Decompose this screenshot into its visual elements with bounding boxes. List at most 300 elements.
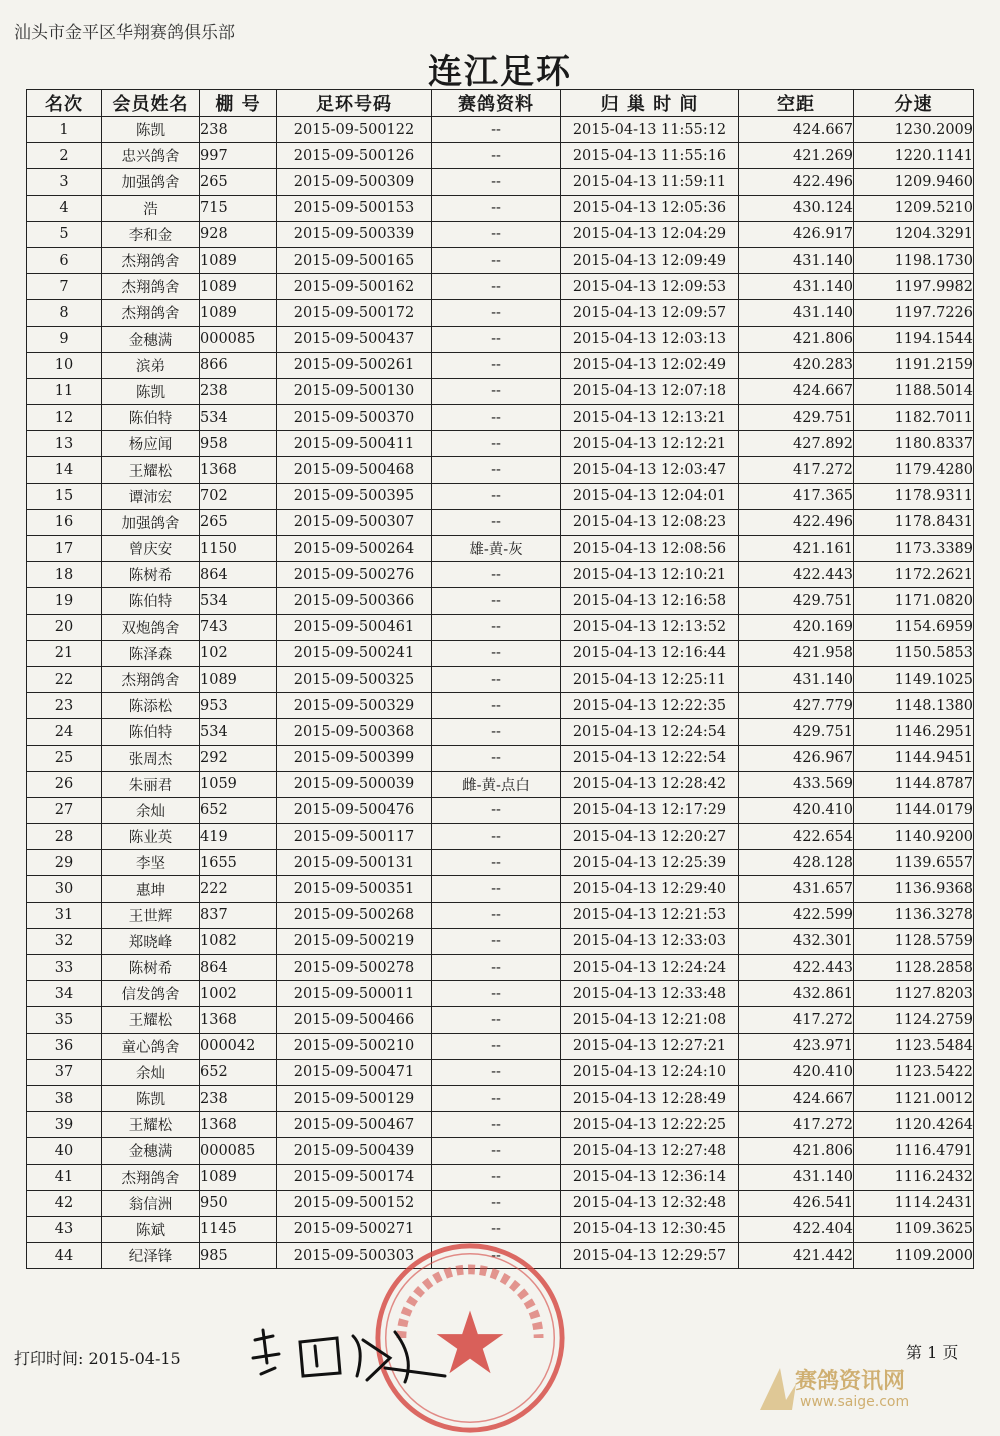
watermark-url: www.saige.com <box>800 1394 910 1410</box>
arrival-time-cell: 2015-04-13 12:21:53 <box>561 902 739 928</box>
ring-number-cell: 2015-09-500307 <box>277 509 432 535</box>
member-name-cell: 杰翔鸽舍 <box>102 300 200 326</box>
member-name-cell: 翁信洲 <box>102 1190 200 1216</box>
rank-cell: 29 <box>27 850 102 876</box>
arrival-time-cell: 2015-04-13 12:24:54 <box>561 719 739 745</box>
loft-number-cell: 866 <box>200 352 277 378</box>
ring-number-cell: 2015-09-500370 <box>277 405 432 431</box>
watermark-name: 赛鸽资讯网 <box>795 1369 906 1394</box>
rank-cell: 43 <box>27 1216 102 1242</box>
member-name-cell: 张周杰 <box>102 745 200 771</box>
table-row <box>27 981 974 1007</box>
arrival-time-cell: 2015-04-13 12:29:40 <box>561 876 739 902</box>
col-arrival-time: 归 巢 时 间 <box>561 90 739 117</box>
speed-cell: 1124.2759 <box>854 1007 974 1033</box>
club-name: 汕头市金平区华翔赛鸽俱乐部 <box>14 23 235 43</box>
page-number: 第 1 页 <box>906 1343 959 1362</box>
pigeon-info-cell: -- <box>432 431 561 457</box>
rank-cell: 9 <box>27 326 102 352</box>
ring-number-cell: 2015-09-500276 <box>277 562 432 588</box>
distance-cell: 428.128 <box>739 850 854 876</box>
table-row <box>27 300 974 326</box>
speed-cell: 1191.2159 <box>854 352 974 378</box>
speed-cell: 1209.5210 <box>854 195 974 221</box>
pigeon-info-cell: -- <box>432 195 561 221</box>
table-row <box>27 221 974 247</box>
ring-number-cell: 2015-09-500219 <box>277 928 432 954</box>
speed-cell: 1194.1544 <box>854 326 974 352</box>
loft-number-cell: 864 <box>200 955 277 981</box>
table-row <box>27 824 974 850</box>
speed-cell: 1146.2951 <box>854 719 974 745</box>
rank-cell: 24 <box>27 719 102 745</box>
loft-number-cell: 000042 <box>200 1033 277 1059</box>
ring-number-cell: 2015-09-500395 <box>277 483 432 509</box>
ring-number-cell: 2015-09-500210 <box>277 1033 432 1059</box>
ring-number-cell: 2015-09-500325 <box>277 666 432 692</box>
rank-cell: 25 <box>27 745 102 771</box>
member-name-cell: 陈伯特 <box>102 405 200 431</box>
pigeon-info-cell: -- <box>432 221 561 247</box>
member-name-cell: 陈伯特 <box>102 588 200 614</box>
distance-cell: 421.806 <box>739 1138 854 1164</box>
distance-cell: 431.140 <box>739 300 854 326</box>
pigeon-info-cell: -- <box>432 274 561 300</box>
arrival-time-cell: 2015-04-13 12:27:48 <box>561 1138 739 1164</box>
ring-number-cell: 2015-09-500303 <box>277 1243 432 1269</box>
distance-cell: 421.806 <box>739 326 854 352</box>
ring-number-cell: 2015-09-500351 <box>277 876 432 902</box>
arrival-time-cell: 2015-04-13 12:32:48 <box>561 1190 739 1216</box>
speed-cell: 1109.2000 <box>854 1243 974 1269</box>
loft-number-cell: 1150 <box>200 536 277 562</box>
rank-cell: 28 <box>27 824 102 850</box>
pigeon-info-cell: -- <box>432 1164 561 1190</box>
arrival-time-cell: 2015-04-13 12:12:21 <box>561 431 739 457</box>
handwritten-signature <box>245 1318 475 1393</box>
speed-cell: 1123.5484 <box>854 1033 974 1059</box>
member-name-cell: 信发鸽舍 <box>102 981 200 1007</box>
rank-cell: 39 <box>27 1112 102 1138</box>
rank-cell: 2 <box>27 143 102 169</box>
speed-cell: 1173.3389 <box>854 536 974 562</box>
pigeon-info-cell: -- <box>432 588 561 614</box>
rank-cell: 40 <box>27 1138 102 1164</box>
speed-cell: 1230.2009 <box>854 117 974 143</box>
distance-cell: 420.283 <box>739 352 854 378</box>
table-row <box>27 666 974 692</box>
loft-number-cell: 864 <box>200 562 277 588</box>
pigeon-info-cell: -- <box>432 378 561 404</box>
arrival-time-cell: 2015-04-13 12:30:45 <box>561 1216 739 1242</box>
rank-cell: 23 <box>27 693 102 719</box>
pigeon-info-cell: -- <box>432 117 561 143</box>
col-speed: 分速 <box>854 90 974 117</box>
rank-cell: 38 <box>27 1085 102 1111</box>
pigeon-info-cell: -- <box>432 143 561 169</box>
loft-number-cell: 534 <box>200 719 277 745</box>
distance-cell: 430.124 <box>739 195 854 221</box>
rank-cell: 12 <box>27 405 102 431</box>
distance-cell: 427.892 <box>739 431 854 457</box>
table-row <box>27 1138 974 1164</box>
table-row <box>27 457 974 483</box>
member-name-cell: 滨弟 <box>102 352 200 378</box>
arrival-time-cell: 2015-04-13 12:22:25 <box>561 1112 739 1138</box>
rank-cell: 32 <box>27 928 102 954</box>
speed-cell: 1123.5422 <box>854 1059 974 1085</box>
table-row <box>27 928 974 954</box>
star-seal-icon <box>372 1240 568 1436</box>
rank-cell: 42 <box>27 1190 102 1216</box>
member-name-cell: 李和金 <box>102 221 200 247</box>
arrival-time-cell: 2015-04-13 12:28:49 <box>561 1085 739 1111</box>
rank-cell: 6 <box>27 247 102 273</box>
table-row <box>27 1059 974 1085</box>
distance-cell: 423.971 <box>739 1033 854 1059</box>
member-name-cell: 加强鸽舍 <box>102 509 200 535</box>
ring-number-cell: 2015-09-500461 <box>277 614 432 640</box>
speed-cell: 1220.1141 <box>854 143 974 169</box>
ring-number-cell: 2015-09-500261 <box>277 352 432 378</box>
speed-cell: 1178.9311 <box>854 483 974 509</box>
loft-number-cell: 238 <box>200 1085 277 1111</box>
ring-number-cell: 2015-09-500278 <box>277 955 432 981</box>
col-distance: 空距 <box>739 90 854 117</box>
ring-number-cell: 2015-09-500241 <box>277 640 432 666</box>
ring-number-cell: 2015-09-500437 <box>277 326 432 352</box>
table-row <box>27 509 974 535</box>
pigeon-info-cell: -- <box>432 614 561 640</box>
member-name-cell: 王耀松 <box>102 457 200 483</box>
pigeon-info-cell: -- <box>432 902 561 928</box>
rank-cell: 4 <box>27 195 102 221</box>
table-row <box>27 588 974 614</box>
rank-cell: 41 <box>27 1164 102 1190</box>
ring-number-cell: 2015-09-500339 <box>277 221 432 247</box>
table-row <box>27 169 974 195</box>
speed-cell: 1128.2858 <box>854 955 974 981</box>
speed-cell: 1109.3625 <box>854 1216 974 1242</box>
pigeon-info-cell: -- <box>432 169 561 195</box>
arrival-time-cell: 2015-04-13 12:13:52 <box>561 614 739 640</box>
member-name-cell: 朱丽君 <box>102 771 200 797</box>
rank-cell: 31 <box>27 902 102 928</box>
arrival-time-cell: 2015-04-13 12:02:49 <box>561 352 739 378</box>
col-member-name: 会员姓名 <box>102 90 200 117</box>
rank-cell: 35 <box>27 1007 102 1033</box>
loft-number-cell: 953 <box>200 693 277 719</box>
arrival-time-cell: 2015-04-13 12:09:53 <box>561 274 739 300</box>
table-row <box>27 797 974 823</box>
rank-cell: 8 <box>27 300 102 326</box>
speed-cell: 1116.4791 <box>854 1138 974 1164</box>
table-row <box>27 771 974 797</box>
speed-cell: 1144.8787 <box>854 771 974 797</box>
loft-number-cell: 1089 <box>200 274 277 300</box>
pigeon-info-cell: -- <box>432 824 561 850</box>
member-name-cell: 王耀松 <box>102 1007 200 1033</box>
arrival-time-cell: 2015-04-13 12:36:14 <box>561 1164 739 1190</box>
loft-number-cell: 222 <box>200 876 277 902</box>
arrival-time-cell: 2015-04-13 12:05:36 <box>561 195 739 221</box>
distance-cell: 417.272 <box>739 1112 854 1138</box>
loft-number-cell: 652 <box>200 797 277 823</box>
member-name-cell: 浩 <box>102 195 200 221</box>
member-name-cell: 金穗满 <box>102 326 200 352</box>
loft-number-cell: 1089 <box>200 666 277 692</box>
distance-cell: 429.751 <box>739 719 854 745</box>
arrival-time-cell: 2015-04-13 12:09:49 <box>561 247 739 273</box>
distance-cell: 422.404 <box>739 1216 854 1242</box>
member-name-cell: 陈凯 <box>102 1085 200 1111</box>
ring-number-cell: 2015-09-500476 <box>277 797 432 823</box>
print-time: 打印时间: 2015-04-15 <box>14 1349 181 1368</box>
member-name-cell: 余灿 <box>102 1059 200 1085</box>
arrival-time-cell: 2015-04-13 12:25:39 <box>561 850 739 876</box>
member-name-cell: 李坚 <box>102 850 200 876</box>
rank-cell: 30 <box>27 876 102 902</box>
distance-cell: 420.410 <box>739 797 854 823</box>
speed-cell: 1139.6557 <box>854 850 974 876</box>
table-row <box>27 1216 974 1242</box>
rank-cell: 7 <box>27 274 102 300</box>
rank-cell: 5 <box>27 221 102 247</box>
rank-cell: 36 <box>27 1033 102 1059</box>
loft-number-cell: 997 <box>200 143 277 169</box>
speed-cell: 1178.8431 <box>854 509 974 535</box>
distance-cell: 422.496 <box>739 169 854 195</box>
member-name-cell: 杨应闻 <box>102 431 200 457</box>
col-ring-number: 足环号码 <box>277 90 432 117</box>
table-row <box>27 955 974 981</box>
speed-cell: 1179.4280 <box>854 457 974 483</box>
pigeon-info-cell: -- <box>432 247 561 273</box>
member-name-cell: 童心鸽舍 <box>102 1033 200 1059</box>
pigeon-info-cell: -- <box>432 1059 561 1085</box>
arrival-time-cell: 2015-04-13 12:10:21 <box>561 562 739 588</box>
loft-number-cell: 102 <box>200 640 277 666</box>
ring-number-cell: 2015-09-500131 <box>277 850 432 876</box>
member-name-cell: 余灿 <box>102 797 200 823</box>
pigeon-info-cell: -- <box>432 326 561 352</box>
distance-cell: 417.272 <box>739 457 854 483</box>
speed-cell: 1127.8203 <box>854 981 974 1007</box>
distance-cell: 431.140 <box>739 666 854 692</box>
arrival-time-cell: 2015-04-13 12:24:10 <box>561 1059 739 1085</box>
member-name-cell: 纪泽锋 <box>102 1243 200 1269</box>
loft-number-cell: 1368 <box>200 1007 277 1033</box>
pigeon-info-cell: -- <box>432 1138 561 1164</box>
loft-number-cell: 702 <box>200 483 277 509</box>
table-row <box>27 536 974 562</box>
loft-number-cell: 534 <box>200 405 277 431</box>
table-row <box>27 274 974 300</box>
ring-number-cell: 2015-09-500129 <box>277 1085 432 1111</box>
distance-cell: 421.958 <box>739 640 854 666</box>
distance-cell: 424.667 <box>739 1085 854 1111</box>
col-loft-number: 棚 号 <box>200 90 277 117</box>
distance-cell: 417.272 <box>739 1007 854 1033</box>
speed-cell: 1209.9460 <box>854 169 974 195</box>
speed-cell: 1120.4264 <box>854 1112 974 1138</box>
arrival-time-cell: 2015-04-13 12:03:13 <box>561 326 739 352</box>
loft-number-cell: 1059 <box>200 771 277 797</box>
pigeon-info-cell: -- <box>432 562 561 588</box>
arrival-time-cell: 2015-04-13 12:07:18 <box>561 378 739 404</box>
ring-number-cell: 2015-09-500162 <box>277 274 432 300</box>
table-row <box>27 745 974 771</box>
member-name-cell: 郑晓峰 <box>102 928 200 954</box>
loft-number-cell: 265 <box>200 169 277 195</box>
loft-number-cell: 265 <box>200 509 277 535</box>
ring-number-cell: 2015-09-500368 <box>277 719 432 745</box>
loft-number-cell: 1145 <box>200 1216 277 1242</box>
arrival-time-cell: 2015-04-13 12:09:57 <box>561 300 739 326</box>
rank-cell: 27 <box>27 797 102 823</box>
table-row <box>27 431 974 457</box>
speed-cell: 1136.3278 <box>854 902 974 928</box>
member-name-cell: 陈斌 <box>102 1216 200 1242</box>
table-row <box>27 1243 974 1269</box>
distance-cell: 432.301 <box>739 928 854 954</box>
pigeon-info-cell: -- <box>432 1216 561 1242</box>
pigeon-info-cell: -- <box>432 1112 561 1138</box>
distance-cell: 420.169 <box>739 614 854 640</box>
rank-cell: 33 <box>27 955 102 981</box>
rank-cell: 18 <box>27 562 102 588</box>
speed-cell: 1182.7011 <box>854 405 974 431</box>
arrival-time-cell: 2015-04-13 12:04:01 <box>561 483 739 509</box>
results-body <box>27 117 974 1269</box>
rank-cell: 11 <box>27 378 102 404</box>
ring-number-cell: 2015-09-500468 <box>277 457 432 483</box>
loft-number-cell: 419 <box>200 824 277 850</box>
arrival-time-cell: 2015-04-13 12:16:44 <box>561 640 739 666</box>
ring-number-cell: 2015-09-500271 <box>277 1216 432 1242</box>
pigeon-info-cell: -- <box>432 1033 561 1059</box>
rank-cell: 37 <box>27 1059 102 1085</box>
pigeon-info-cell: -- <box>432 797 561 823</box>
ring-number-cell: 2015-09-500309 <box>277 169 432 195</box>
distance-cell: 422.443 <box>739 562 854 588</box>
distance-cell: 426.541 <box>739 1190 854 1216</box>
distance-cell: 421.269 <box>739 143 854 169</box>
table-row <box>27 1112 974 1138</box>
ring-number-cell: 2015-09-500329 <box>277 693 432 719</box>
member-name-cell: 杰翔鸽舍 <box>102 274 200 300</box>
table-row <box>27 876 974 902</box>
ring-number-cell: 2015-09-500117 <box>277 824 432 850</box>
speed-cell: 1128.5759 <box>854 928 974 954</box>
rank-cell: 10 <box>27 352 102 378</box>
page-title: 连江足环 <box>428 52 572 92</box>
distance-cell: 427.779 <box>739 693 854 719</box>
speed-cell: 1136.9368 <box>854 876 974 902</box>
rank-cell: 21 <box>27 640 102 666</box>
arrival-time-cell: 2015-04-13 12:22:35 <box>561 693 739 719</box>
speed-cell: 1204.3291 <box>854 221 974 247</box>
table-row <box>27 117 974 143</box>
member-name-cell: 陈树希 <box>102 562 200 588</box>
arrival-time-cell: 2015-04-13 11:55:16 <box>561 143 739 169</box>
table-row <box>27 719 974 745</box>
table-row <box>27 693 974 719</box>
loft-number-cell: 1655 <box>200 850 277 876</box>
loft-number-cell: 1089 <box>200 1164 277 1190</box>
member-name-cell: 杰翔鸽舍 <box>102 666 200 692</box>
ring-number-cell: 2015-09-500439 <box>277 1138 432 1164</box>
ring-number-cell: 2015-09-500126 <box>277 143 432 169</box>
distance-cell: 433.569 <box>739 771 854 797</box>
speed-cell: 1150.5853 <box>854 640 974 666</box>
pigeon-info-cell: -- <box>432 928 561 954</box>
col-rank: 名次 <box>27 90 102 117</box>
member-name-cell: 金穗满 <box>102 1138 200 1164</box>
distance-cell: 417.365 <box>739 483 854 509</box>
header-row <box>27 90 974 117</box>
table-row <box>27 902 974 928</box>
pigeon-info-cell: -- <box>432 981 561 1007</box>
speed-cell: 1197.9982 <box>854 274 974 300</box>
speed-cell: 1144.0179 <box>854 797 974 823</box>
loft-number-cell: 958 <box>200 431 277 457</box>
speed-cell: 1114.2431 <box>854 1190 974 1216</box>
rank-cell: 44 <box>27 1243 102 1269</box>
member-name-cell: 杰翔鸽舍 <box>102 1164 200 1190</box>
table-row <box>27 614 974 640</box>
speed-cell: 1180.8337 <box>854 431 974 457</box>
rank-cell: 3 <box>27 169 102 195</box>
member-name-cell: 陈树希 <box>102 955 200 981</box>
arrival-time-cell: 2015-04-13 12:04:29 <box>561 221 739 247</box>
loft-number-cell: 1089 <box>200 300 277 326</box>
ring-number-cell: 2015-09-500268 <box>277 902 432 928</box>
ring-number-cell: 2015-09-500466 <box>277 1007 432 1033</box>
loft-number-cell: 534 <box>200 588 277 614</box>
speed-cell: 1172.2621 <box>854 562 974 588</box>
member-name-cell: 惠坤 <box>102 876 200 902</box>
loft-number-cell: 000085 <box>200 1138 277 1164</box>
loft-number-cell: 1082 <box>200 928 277 954</box>
pigeon-info-cell: -- <box>432 876 561 902</box>
table-row <box>27 850 974 876</box>
table-row <box>27 483 974 509</box>
loft-number-cell: 985 <box>200 1243 277 1269</box>
distance-cell: 426.967 <box>739 745 854 771</box>
ring-number-cell: 2015-09-500172 <box>277 300 432 326</box>
ring-number-cell: 2015-09-500399 <box>277 745 432 771</box>
distance-cell: 431.140 <box>739 274 854 300</box>
arrival-time-cell: 2015-04-13 12:22:54 <box>561 745 739 771</box>
ring-number-cell: 2015-09-500411 <box>277 431 432 457</box>
pigeon-info-cell: -- <box>432 640 561 666</box>
pigeon-info-cell: -- <box>432 509 561 535</box>
ring-number-cell: 2015-09-500264 <box>277 536 432 562</box>
pigeon-info-cell: -- <box>432 1085 561 1111</box>
arrival-time-cell: 2015-04-13 12:03:47 <box>561 457 739 483</box>
speed-cell: 1154.6959 <box>854 614 974 640</box>
member-name-cell: 加强鸽舍 <box>102 169 200 195</box>
pigeon-info-cell: -- <box>432 1007 561 1033</box>
member-name-cell: 陈添松 <box>102 693 200 719</box>
speed-cell: 1148.1380 <box>854 693 974 719</box>
arrival-time-cell: 2015-04-13 12:17:29 <box>561 797 739 823</box>
loft-number-cell: 238 <box>200 117 277 143</box>
distance-cell: 431.140 <box>739 1164 854 1190</box>
table-row <box>27 1190 974 1216</box>
speed-cell: 1116.2432 <box>854 1164 974 1190</box>
